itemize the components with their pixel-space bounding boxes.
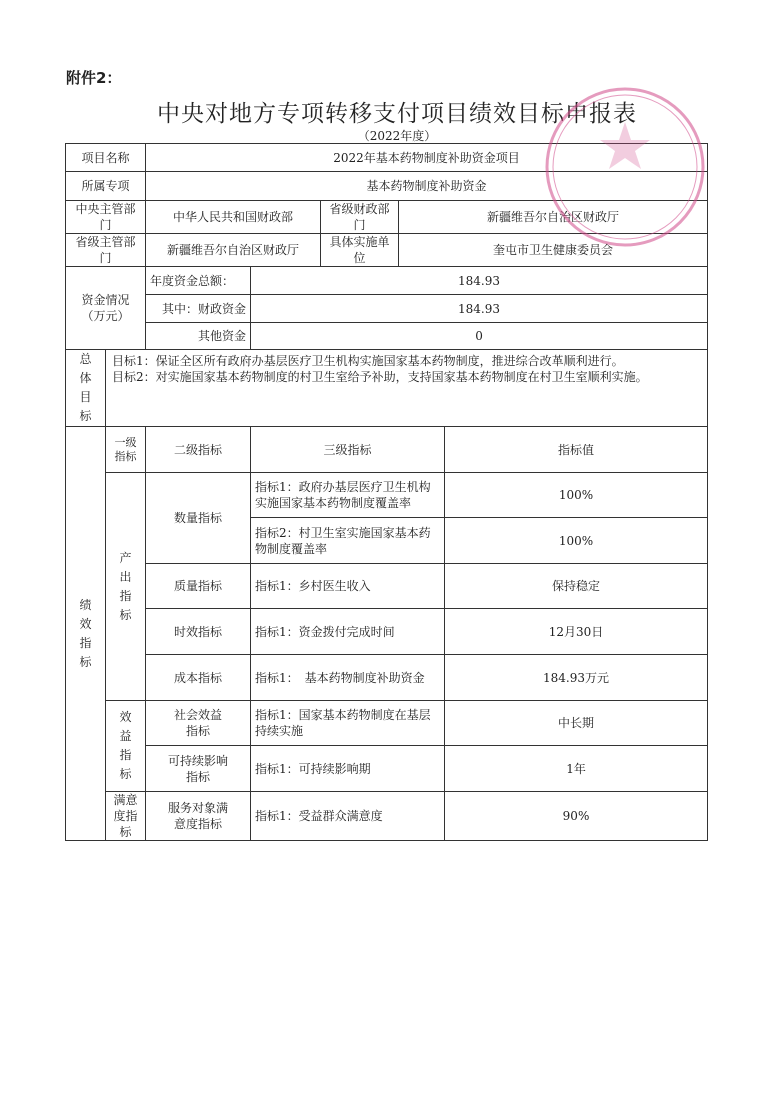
table-row [66,201,708,234]
special-label: 所属专项 [66,172,146,201]
output-label-char: 产 [119,550,132,565]
benefit-label [106,701,146,792]
level3-cell: 指标1：受益群众满意度 [251,792,445,841]
benefit-label-char: 益 [119,729,132,743]
level2-cell: 成本指标 [146,655,251,701]
funds-fiscal-value: 184.93 [251,295,708,323]
benefit-label-char: 标 [119,767,132,781]
table-row [66,746,708,792]
perf-label-char: 绩 [79,597,92,612]
table-row [66,350,708,427]
funds-other-value: 0 [251,323,708,350]
header-level3: 三级指标 [251,427,445,473]
goal-item: 目标2：对实施国家基本药物制度的村卫生室给予补助，支持国家基本药物制度在村卫生室顺利实施。 [112,370,648,384]
level3-cell: 指标1：国家基本药物制度在基层持续实施 [251,701,445,746]
funds-other-label: 其他资金 [146,323,251,350]
prov-dept-label: 省级主管部门 [66,234,146,267]
perf-label-char: 标 [79,654,92,669]
table-row [66,609,708,655]
level3-cell: 指标1： 基本药物制度补助资金 [251,655,445,701]
goals-label-char: 总 [79,352,92,366]
project-name-value: 2022年基本药物制度补助资金项目 [146,144,708,172]
attachment-label: 附件2： [66,69,122,87]
impl-unit-label: 具体实施单位 [321,234,399,267]
impl-unit-value: 奎屯市卫生健康委员会 [399,234,708,267]
goals-label-char: 体 [79,371,92,385]
funds-total-label: 年度资金总额： [146,267,251,295]
table-row [66,144,708,172]
perf-label [66,427,106,841]
header-level2: 二级指标 [146,427,251,473]
funds-label-text: 资金情况 [81,293,130,307]
level3-cell: 指标1：可持续影响期 [251,746,445,792]
benefit-label-char: 指 [119,748,132,762]
page-title: 中央对地方专项转移支付项目绩效目标申报表 [157,101,637,127]
benefit-label-char: 效 [119,710,132,724]
performance-form-table [65,143,708,841]
table-row [66,323,708,350]
goals-label-char: 目 [79,390,92,404]
table-row [66,234,708,267]
funds-fiscal-label: 其中：财政资金 [146,295,251,323]
level3-cell: 指标2：村卫生室实施国家基本药物制度覆盖率 [251,518,445,564]
prov-finance-label: 省级财政部门 [321,201,399,234]
level2-cell: 质量指标 [146,564,251,609]
project-name-label: 项目名称 [66,144,146,172]
level3-cell: 指标1：资金拨付完成时间 [251,609,445,655]
header-value: 指标值 [445,427,708,473]
value-cell: 12月30日 [445,609,708,655]
value-cell: 184.93万元 [445,655,708,701]
output-label [106,473,146,701]
goals-label-char: 标 [79,409,92,423]
level2-cell: 可持续影响指标 [146,746,251,792]
perf-label-char: 指 [79,635,92,650]
goal-item: 目标1：保证全区所有政府办基层医疗卫生机构实施国家基本药物制度，推进综合改革顺利进行。 [112,354,624,368]
level2-cell: 数量指标 [146,473,251,564]
table-row [66,655,708,701]
value-cell: 100% [445,518,708,564]
table-row [66,267,708,295]
level3-cell: 指标1：乡村医生收入 [251,564,445,609]
output-label-char: 指 [119,588,132,603]
header-level1: 一级指标 [106,427,146,473]
level2-cell: 服务对象满意度指标 [146,792,251,841]
central-dept-label: 中央主管部门 [66,201,146,234]
table-row [66,427,708,473]
goals-text [106,350,708,427]
value-cell: 1年 [445,746,708,792]
central-dept-value: 中华人民共和国财政部 [146,201,321,234]
special-value: 基本药物制度补助资金 [146,172,708,201]
prov-dept-value: 新疆维吾尔自治区财政厅 [146,234,321,267]
perf-label-char: 效 [79,616,92,631]
output-label-char: 出 [119,569,132,584]
table-row [66,564,708,609]
level2-cell: 社会效益指标 [146,701,251,746]
goals-label [66,350,106,427]
level2-cell: 时效指标 [146,609,251,655]
funds-unit: （万元） [81,309,130,323]
output-label-char: 标 [119,607,132,622]
value-cell: 保持稳定 [445,564,708,609]
value-cell: 90% [445,792,708,841]
table-row [66,473,708,518]
level3-cell: 指标1：政府办基层医疗卫生机构实施国家基本药物制度覆盖率 [251,473,445,518]
table-row [66,792,708,841]
funds-total-value: 184.93 [251,267,708,295]
table-row [66,701,708,746]
table-row [66,295,708,323]
funds-label [66,267,146,350]
satisfaction-label: 满意度指标 [106,792,146,841]
year-subtitle: （2022年度） [357,129,437,143]
value-cell: 100% [445,473,708,518]
value-cell: 中长期 [445,701,708,746]
table-row [66,172,708,201]
prov-finance-value: 新疆维吾尔自治区财政厅 [399,201,708,234]
